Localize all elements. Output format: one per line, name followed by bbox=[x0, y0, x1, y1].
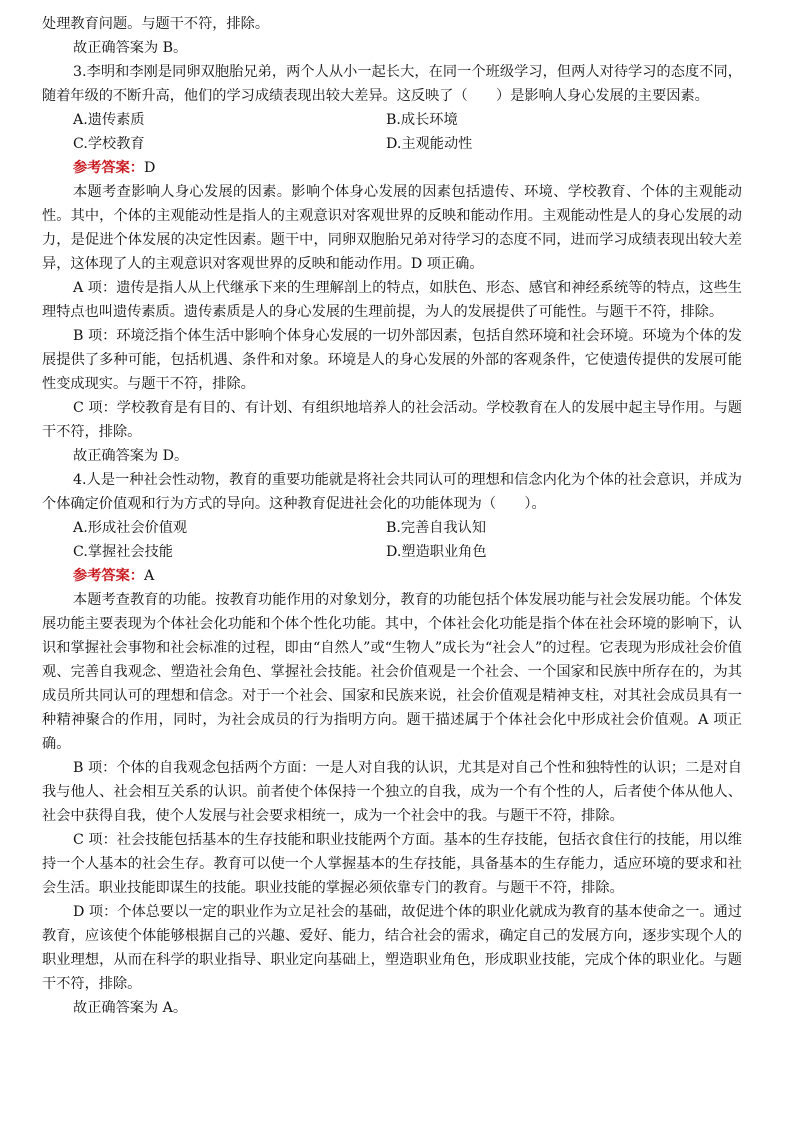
question-3-explanation-main: 本题考查影响人身心发展的因素。影响个体身心发展的因素包括遗传、环境、学校教育、个体的主观能动性。其中，个体的主观能动性是指人的主观意识对客观世界的反映和能动作用。主观能动性是人的身心发展的动力，是促进个体发展的决定性因素。题干中，同卵双胞胎兄弟对待学习的态度不同，进而学习成绩表现出较大差异，这体现了人的主观意识对客观世界的反映和能动作用。D 项正确。 bbox=[42, 184, 742, 272]
document-page bbox=[42, 12, 742, 1020]
question-3-explanation-c: C 项：学校教育是有目的、有计划、有组织地培养人的社会活动。学校教育在人的发展中起主导作用。与题干不符，排除。 bbox=[42, 400, 742, 440]
question-3-option-a: A.遗传素质 bbox=[73, 112, 145, 128]
question-4-option-b: B.完善自我认知 bbox=[386, 520, 487, 536]
reference-answer-label: 参考答案： bbox=[73, 160, 144, 176]
question-4-option-d: D.塑造职业角色 bbox=[386, 544, 487, 560]
question-3-final-answer: 故正确答案为 D。 bbox=[73, 448, 189, 464]
question-4-reference-answer bbox=[73, 564, 742, 588]
reference-answer-label: 参考答案： bbox=[73, 568, 144, 584]
question-3-options-row-1 bbox=[73, 108, 742, 132]
question-4-final-answer: 故正确答案为 A。 bbox=[73, 1000, 188, 1016]
question-4-stem: 4.人是一种社会性动物，教育的重要功能就是将社会共同认可的理想和信念内化为个体的社会意识，并成为个体确定价值观和行为方式的导向。这种教育促进社会化的功能体现为（ ）。 bbox=[42, 472, 742, 512]
previous-final-answer: 故正确答案为 B。 bbox=[73, 40, 188, 56]
question-4-explanation-b: B 项：个体的自我观念包括两个方面：一是人对自我的认识，尤其是对自己个性和独特性的认识；二是对自我与他人、社会相互关系的认识。前者使个体保持一个独立的自我，成为一个有个性的人，后者使个体从他人、社会中获得自我，使个人发展与社会要求相统一，成为一个社会中的我。与题干不符，排除。 bbox=[42, 760, 742, 824]
question-4-explanation-main: 本题考查教育的功能。按教育功能作用的对象划分，教育的功能包括个体发展功能与社会发展功能。个体发展功能主要表现为个体社会化功能和个体个性化功能。其中，个体社会化功能是指个体在社会环境的影响下，认识和掌握社会事物和社会标准的过程，即由“自然人”或“生物人”成长为“社会人”的过程。它表现为形成社会价值观、完善自我观念、塑造社会角色、掌握社会技能。社会价值观是一个社会、一个国家和民族中所存在的，为其成员所共同认可的理想和信念。对于一个社会、国家和民族来说，社会价值观是精神支柱，对其社会成员具有一种精神聚合的作用，同时，为社会成员的行为指明方向。题干描述属于个体社会化中形成社会价值观。A 项正确。 bbox=[42, 592, 742, 752]
question-3-reference-answer bbox=[73, 156, 742, 180]
question-3-explanation-a: A 项：遗传是指人从上代继承下来的生理解剖上的特点，如肤色、形态、感官和神经系统等的特点，这些生理特点也叫遗传素质。遗传素质是人的身心发展的生理前提，为人的发展提供了可能性。与题干不符，排除。 bbox=[42, 280, 742, 320]
question-3-stem: 3.李明和李刚是同卵双胞胎兄弟，两个人从小一起长大，在同一个班级学习，但两人对待学习的态度不同，随着年级的不断升高，他们的学习成绩表现出较大差异。这反映了（ ）是影响人身心发展的主要因素。 bbox=[42, 64, 742, 104]
question-4-explanation-d: D 项：个体总要以一定的职业作为立足社会的基础，故促进个体的职业化就成为教育的基本使命之一。通过教育，应该使个体能够根据自己的兴趣、爱好、能力，结合社会的需求，确定自己的发展方向，逐步实现个人的职业理想，从而在科学的职业指导、职业定向基础上，塑造职业角色，形成职业技能，完成个体的职业化。与题干不符，排除。 bbox=[42, 904, 742, 992]
question-4-explanation-c: C 项：社会技能包括基本的生存技能和职业技能两个方面。基本的生存技能，包括衣食住行的技能，用以维持一个人基本的社会生存。教育可以使一个人掌握基本的生存技能，具备基本的生存能力，适应环境的要求和社会生活。职业技能即谋生的技能。职业技能的掌握必须依靠专门的教育。与题干不符，排除。 bbox=[42, 832, 742, 896]
question-3-options-row-2 bbox=[73, 132, 742, 156]
question-3-option-c: C.学校教育 bbox=[73, 136, 145, 152]
question-4-answer-value: A bbox=[143, 568, 155, 584]
question-3-explanation-b: B 项：环境泛指个体生活中影响个体身心发展的一切外部因素，包括自然环境和社会环境。环境为个体的发展提供了多种可能，包括机遇、条件和对象。环境是人的身心发展的外部的客观条件，它使遗传提供的发展可能性变成现实。与题干不符，排除。 bbox=[42, 328, 742, 392]
question-3-option-d: D.主观能动性 bbox=[386, 136, 473, 152]
question-4-options-row-2 bbox=[73, 540, 742, 564]
question-3-option-b: B.成长环境 bbox=[386, 112, 458, 128]
paragraph-continuation: 处理教育问题。与题干不符，排除。 bbox=[42, 16, 270, 32]
question-3-answer-value: D bbox=[143, 160, 156, 176]
question-4-options-row-1 bbox=[73, 516, 742, 540]
question-4-option-a: A.形成社会价值观 bbox=[73, 520, 188, 536]
question-4-option-c: C.掌握社会技能 bbox=[73, 544, 173, 560]
